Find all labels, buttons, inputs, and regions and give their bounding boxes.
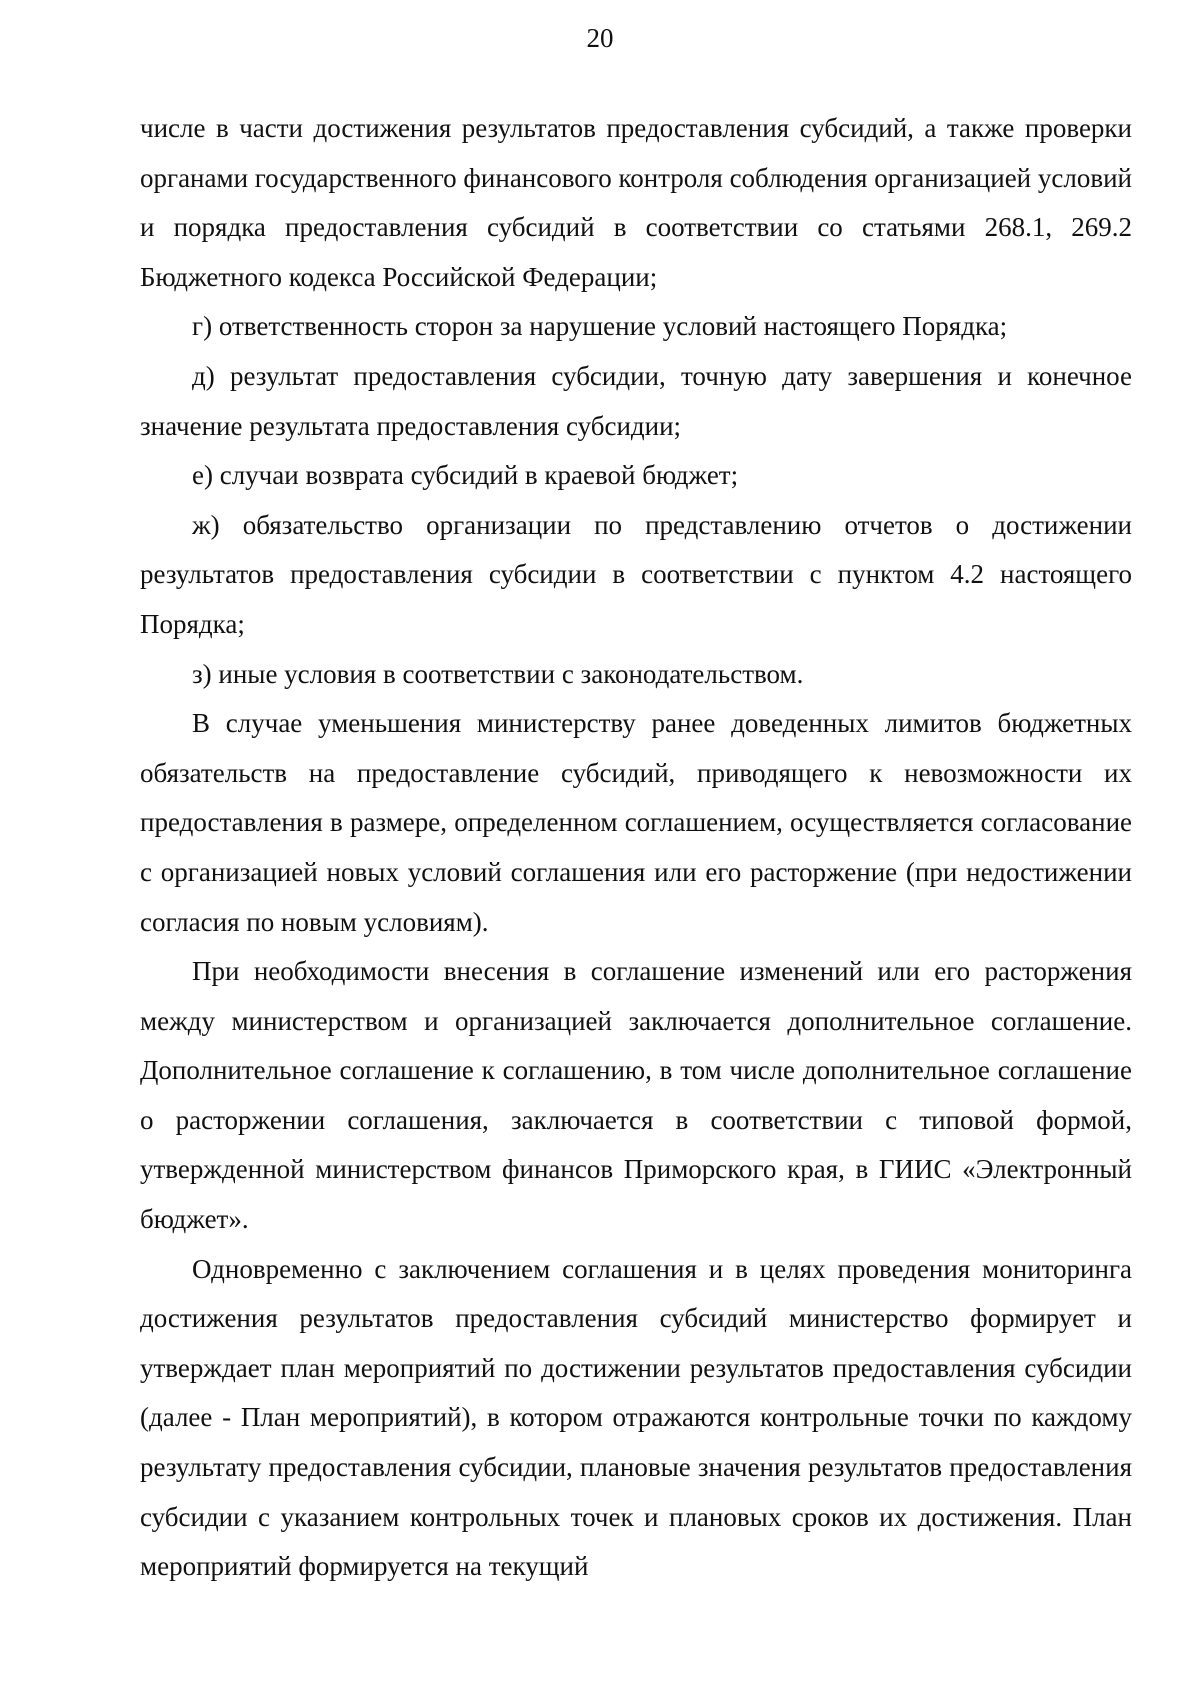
paragraph: з) иные условия в соответствии с законодательством.	[192, 658, 804, 689]
paragraph: д) результат предоставления субсидии, точную дату завершения и конечное значение результата предоставления субсидии;	[140, 360, 1132, 441]
page-number: 20	[586, 23, 614, 53]
paragraph: В случае уменьшения министерству ранее доведенных лимитов бюджетных обязательств на предоставление субсидий, приводящего к невозможности их предоставления в размере, определенном соглашением, осуществляется согласование с организацией новых условий соглашения или его расторжение (при недостижении согласия по новым условиям).	[140, 708, 1132, 937]
document-body	[140, 104, 1132, 1592]
paragraph: Одновременно с заключением соглашения и в целях проведения мониторинга достижения результатов предоставления субсидий министерство формирует и утверждает план мероприятий по достижении результатов предоставления субсидии (далее - План мероприятий), в котором отражаются контрольные точки по каждому результату предоставления субсидии, плановые значения результатов предоставления субсидии с указанием контрольных точек и плановых сроков их достижения. План мероприятий формируется на текущий	[140, 1253, 1132, 1582]
paragraph: числе в части достижения результатов предоставления субсидий, а также проверки органами государственного финансового контроля соблюдения организацией условий и порядка предоставления субсидий в соответствии со статьями 268.1, 269.2 Бюджетного кодекса Российской Федерации;	[140, 113, 1132, 292]
paragraph: При необходимости внесения в соглашение изменений или его расторжения между министерством и организацией заключается дополнительное соглашение. Дополнительное соглашение к соглашению, в том числе дополнительное соглашение о расторжении соглашения, заключается в соответствии с типовой формой, утвержденной министерством финансов Приморского края, в ГИИС «Электронный бюджет».	[140, 956, 1132, 1235]
paragraph: г) ответственность сторон за нарушение условий настоящего Порядка;	[192, 311, 1008, 342]
paragraph: е) случаи возврата субсидий в краевой бюджет;	[192, 460, 739, 491]
paragraph: ж) обязательство организации по представлению отчетов о достижении результатов предоставления субсидии в соответствии с пунктом 4.2 настоящего Порядка;	[140, 509, 1132, 639]
